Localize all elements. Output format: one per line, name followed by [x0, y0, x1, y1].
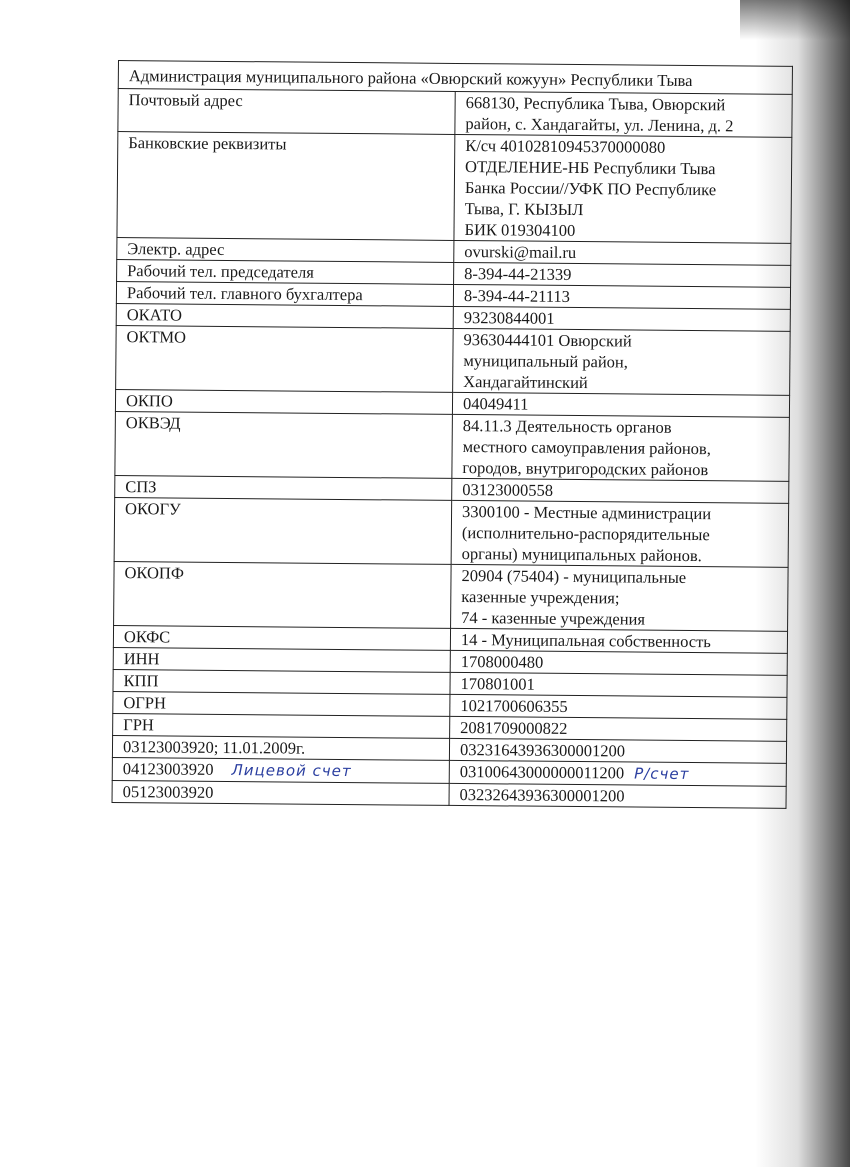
row-label	[115, 475, 452, 500]
row-value-line: 93630444101 Овюрский	[463, 330, 632, 351]
requisites-document	[112, 60, 793, 809]
row-label-text: 05123003920	[122, 782, 214, 802]
row-value	[454, 134, 792, 243]
handwritten-note-right: Р/счет	[634, 764, 690, 784]
row-value-line: К/сч 40102810945370000080	[465, 136, 666, 157]
row-value-line: городов, внутригородских районов	[462, 458, 709, 480]
row-label	[112, 735, 449, 760]
row-value	[453, 306, 790, 331]
row-value-line: 04049411	[462, 394, 529, 414]
table-row	[114, 497, 789, 567]
row-value	[450, 716, 787, 741]
row-label-text: Почтовый адрес	[128, 90, 243, 111]
row-value-line: местного самоуправления районов,	[462, 437, 711, 459]
row-value-line: 93230844001	[463, 308, 555, 328]
row-value-line: 170801001	[460, 674, 535, 694]
row-label	[116, 281, 453, 306]
row-value	[449, 760, 786, 786]
table-row	[116, 325, 791, 395]
row-value	[452, 414, 790, 481]
handwritten-note-left: Лицевой счет	[231, 761, 352, 781]
row-label-text: Электр. адрес	[127, 239, 225, 259]
row-value-line: 1021700606355	[460, 696, 568, 716]
row-label	[116, 303, 453, 328]
row-label-text: ОКОГУ	[125, 499, 181, 519]
row-value	[454, 240, 791, 265]
row-value-line: муниципальный район,	[463, 351, 629, 372]
row-label-text: СПЗ	[125, 477, 157, 497]
row-value-line: 74 - казенные учреждения	[461, 608, 646, 629]
table-row	[114, 561, 789, 631]
row-value	[450, 672, 787, 697]
row-value-line: район, с. Хандагайты, ул. Ленина, д. 2	[465, 114, 734, 136]
row-label-text: ОКПО	[125, 391, 173, 411]
table-row	[118, 89, 792, 138]
row-label	[113, 669, 450, 694]
row-value-line: ovurski@mail.ru	[464, 242, 577, 263]
row-value-line: 84.11.3 Деятельность органов	[462, 416, 672, 437]
row-value	[452, 478, 789, 503]
row-label	[115, 389, 452, 414]
row-value	[450, 628, 787, 653]
row-value	[451, 564, 789, 631]
scan-shadow-top	[740, 0, 850, 40]
row-label-text: ОКФС	[123, 627, 171, 647]
row-label-text: КПП	[123, 671, 159, 691]
row-value	[451, 500, 789, 567]
row-value-line: 2081709000822	[460, 718, 568, 738]
row-label	[118, 89, 455, 135]
row-value-line: Банка России//УФК ПО Республике	[464, 178, 717, 200]
row-value-line: 03123000558	[462, 480, 554, 500]
row-label-text: ИНН	[123, 649, 160, 669]
row-label-text: Рабочий тел. председателя	[127, 261, 314, 282]
table-row	[115, 411, 790, 481]
row-value	[453, 328, 791, 395]
row-label-text: ОГРН	[123, 693, 167, 713]
table-row	[117, 132, 792, 244]
row-value-line: ОТДЕЛЕНИЕ-НБ Республики Тыва	[465, 157, 716, 179]
row-value-line: казенные учреждения;	[461, 587, 620, 608]
row-label	[116, 325, 454, 392]
row-value-line: 3300100 - Местные администрации	[461, 502, 712, 524]
row-label-text: ОКАТО	[126, 305, 183, 325]
row-label	[113, 647, 450, 672]
row-value-line: 8-394-44-21113	[463, 286, 571, 306]
row-label	[112, 757, 449, 783]
requisites-table	[112, 60, 793, 809]
organization-title: Администрация муниципального района «Овюрский кожуун» Республики Тыва	[118, 61, 792, 95]
row-value-line: 03232643936300001200	[459, 785, 625, 806]
row-value-line: 14 - Муниципальная собственность	[460, 630, 711, 652]
row-value-line: 668130, Республика Тыва, Овюрский	[465, 93, 726, 115]
row-value-line: 03231643936300001200	[459, 740, 626, 761]
row-label-text: 04123003920	[122, 759, 214, 779]
row-label	[113, 691, 450, 716]
row-value-line: Тыва, Г. КЫЗЫЛ	[464, 199, 584, 220]
row-label-text: ГРН	[123, 715, 154, 735]
row-label	[113, 625, 450, 650]
row-value-line: 20904 (75404) - муниципальные	[461, 566, 687, 587]
row-value-line: 8-394-44-21339	[464, 264, 572, 284]
row-value-line: (исполнительно-распорядительные	[461, 523, 710, 545]
row-label	[115, 411, 453, 478]
row-value	[455, 91, 792, 137]
row-value-line: 03100643000000011200 Р/счет	[459, 762, 690, 784]
row-label	[113, 713, 450, 738]
row-value-line: БИК 019304100	[464, 220, 576, 240]
row-label-text: ОКТМО	[126, 327, 187, 347]
row-label	[114, 561, 452, 628]
row-value-line: 1708000480	[460, 652, 544, 672]
row-value-line: Хандагайтинский	[463, 372, 588, 393]
row-value-line: органы) муниципальных районов.	[461, 544, 702, 566]
row-label-text: Банковские реквизиты	[128, 133, 287, 154]
row-label	[117, 237, 454, 262]
row-label-text: Рабочий тел. главного бухгалтера	[126, 283, 363, 305]
row-label-text: ОКОПФ	[124, 563, 184, 583]
row-label	[117, 132, 455, 241]
row-label	[112, 780, 449, 805]
row-value	[449, 783, 786, 808]
row-value	[452, 392, 789, 417]
row-value	[449, 738, 786, 763]
row-label	[117, 259, 454, 284]
row-label	[114, 497, 452, 564]
row-value	[450, 650, 787, 675]
row-label-text: 03123003920; 11.01.2009г.	[122, 737, 306, 758]
row-value	[453, 284, 790, 309]
row-value	[450, 694, 787, 719]
row-value	[454, 262, 791, 287]
row-label-text: ОКВЭД	[125, 413, 181, 433]
